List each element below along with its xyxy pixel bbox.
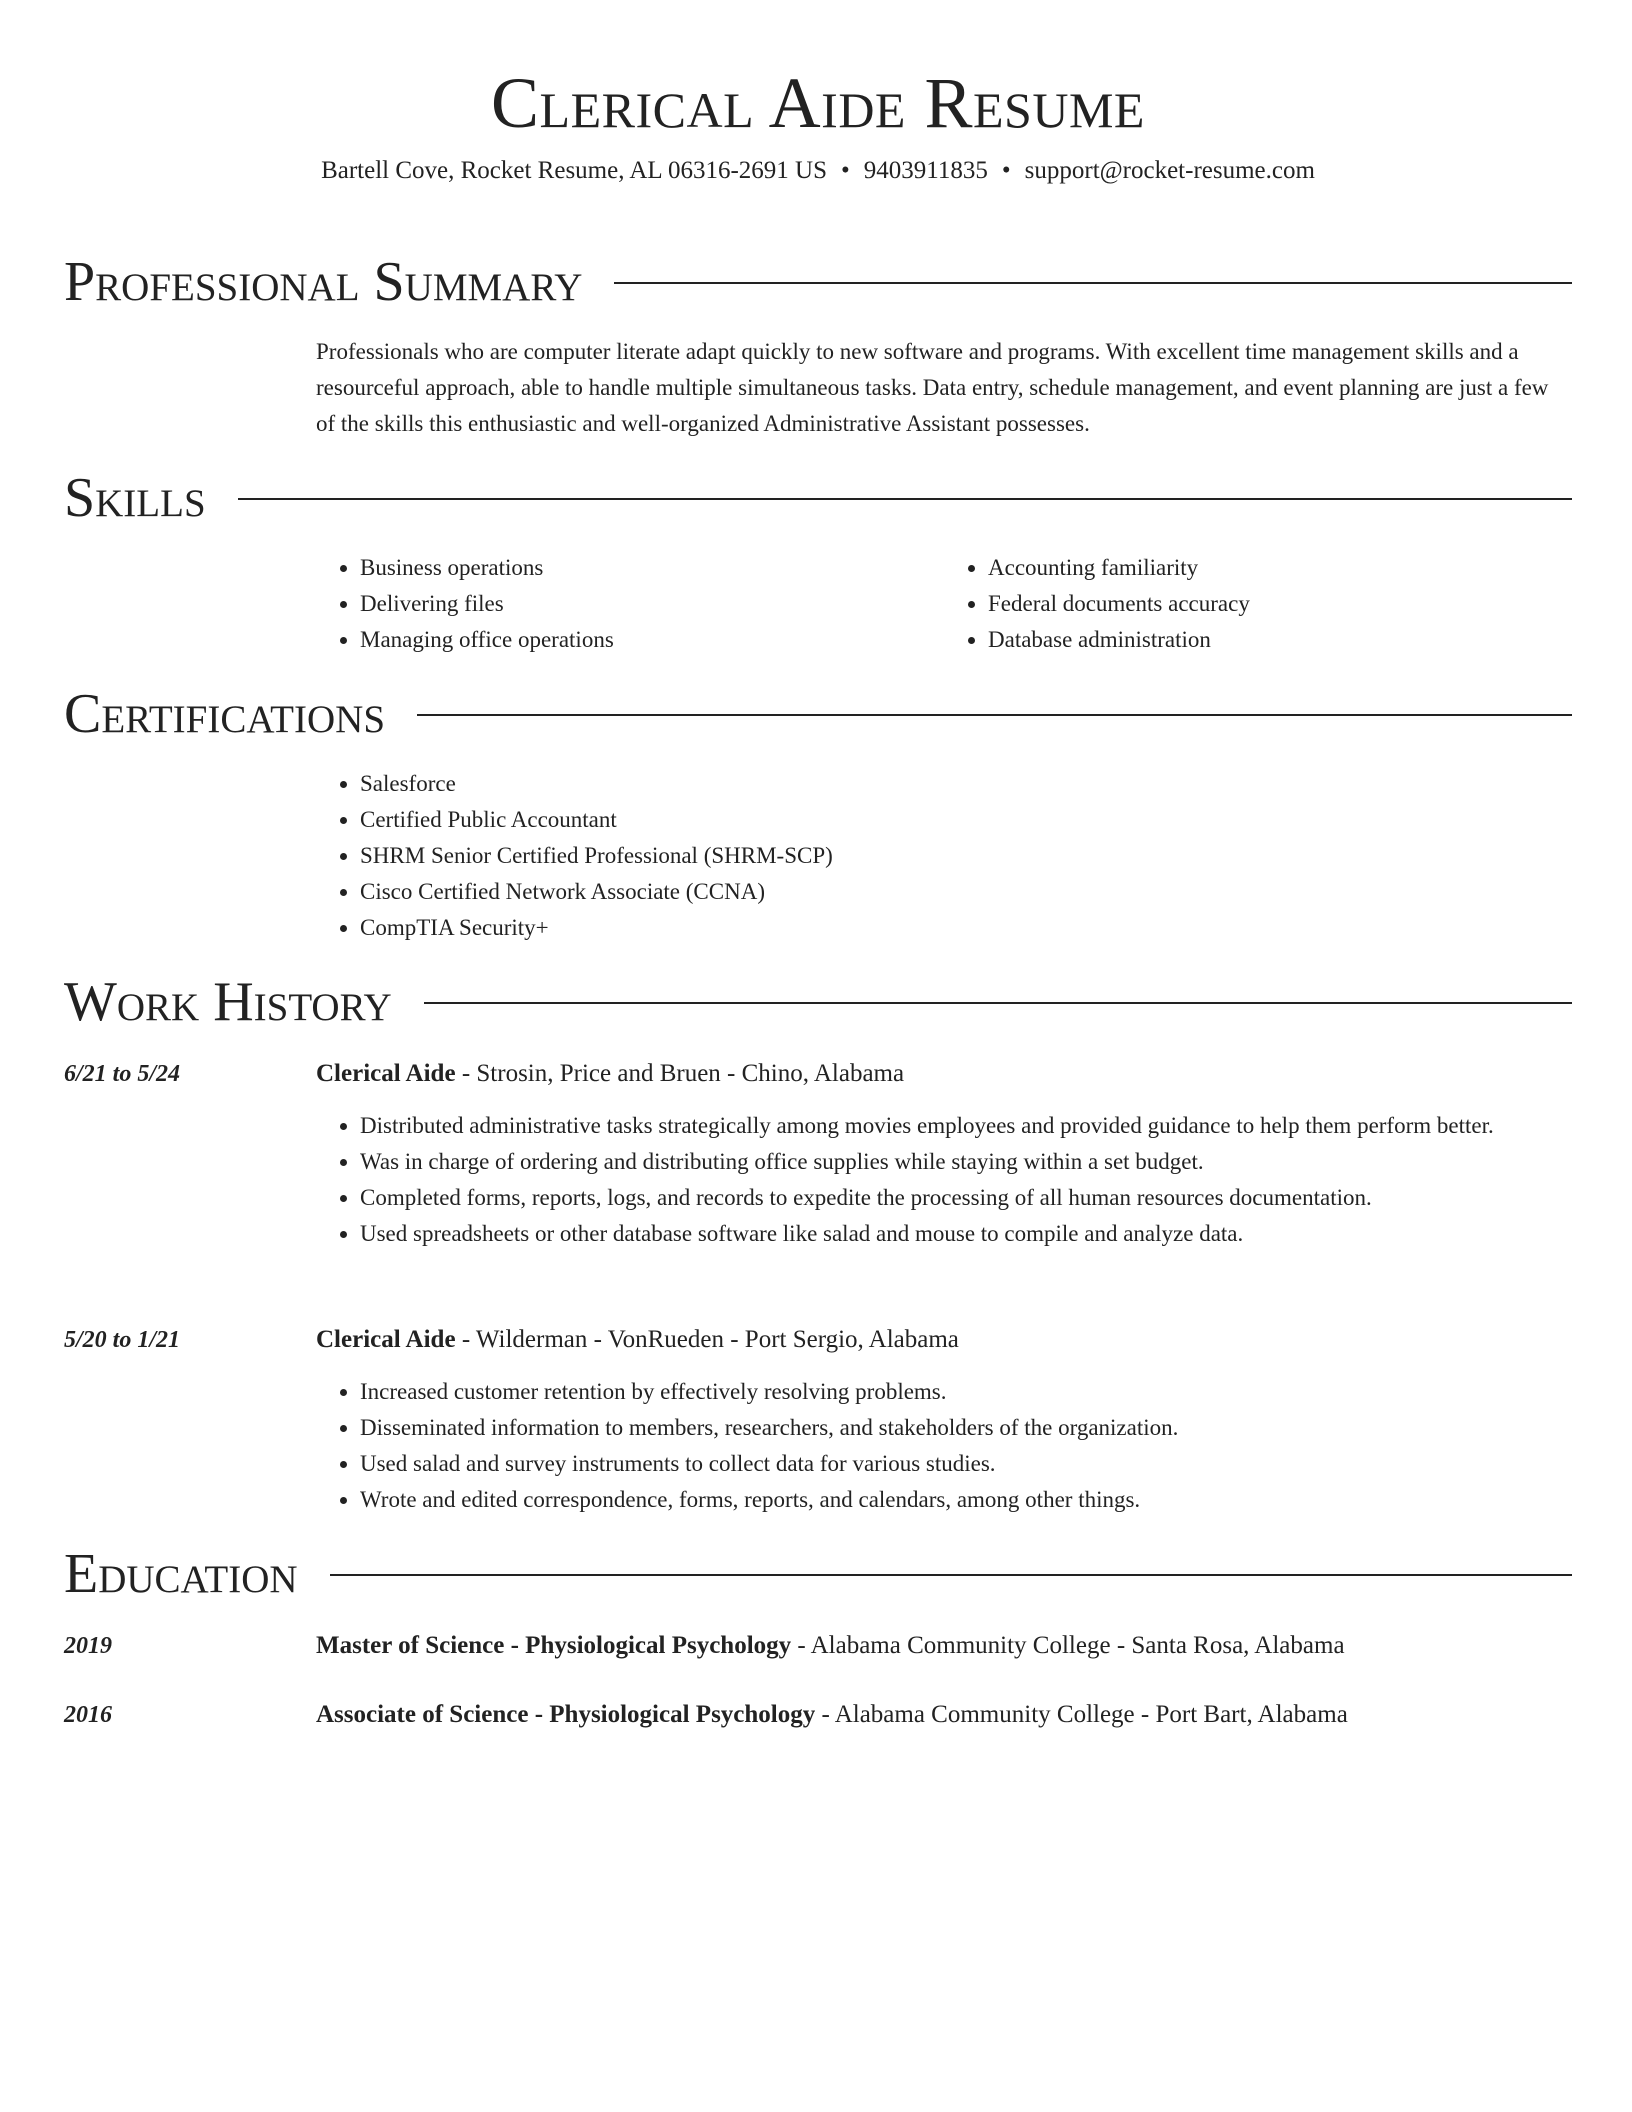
education-heading: Education <box>64 1543 298 1605</box>
education-degree: Associate of Science - Physiological Psychology <box>316 1701 816 1728</box>
contact-line <box>64 154 1572 188</box>
job-bullet: • Used spreadsheets or other database software like salad and mouse to compile and analyze data. <box>360 1216 1572 1252</box>
resume-title: Clerical Aide Resume <box>491 63 1145 143</box>
certifications-list <box>316 766 1572 946</box>
education-details: - Alabama Community College - Santa Rosa, Alabama <box>791 1632 1345 1659</box>
certifications-heading: Certifications <box>64 683 386 745</box>
skill-item: • Delivering files <box>360 586 944 622</box>
certification-item: • CompTIA Security+ <box>360 910 1572 946</box>
summary-body <box>316 334 1572 442</box>
education-year: 2016 <box>64 1702 112 1728</box>
education-details: - Alabama Community College - Port Bart, Alabama <box>815 1701 1348 1728</box>
certification-item: • Salesforce <box>360 766 1572 802</box>
skills-section-header <box>64 466 1572 530</box>
job-role: Clerical Aide <box>316 1326 456 1353</box>
resume-page <box>64 0 1572 1728</box>
certification-item: • Certified Public Accountant <box>360 802 1572 838</box>
section-divider <box>424 1002 1572 1004</box>
job-title-line <box>316 1056 904 1092</box>
skills-column-left <box>316 550 944 658</box>
contact-email: support@rocket-resume.com <box>1024 157 1315 184</box>
education-section-header <box>64 1542 1572 1606</box>
job-dates: 5/20 to 1/21 <box>64 1327 181 1353</box>
education-line <box>316 1697 1348 1733</box>
skills-list <box>316 550 1572 658</box>
contact-address: Bartell Cove, Rocket Resume, AL 06316-2691 US <box>321 157 828 184</box>
job-dates: 6/21 to 5/24 <box>64 1061 181 1087</box>
job-title-line <box>316 1322 959 1358</box>
education-degree: Master of Science - Physiological Psychology <box>316 1632 792 1659</box>
job-bullets <box>316 1374 1572 1518</box>
skill-item: • Business operations <box>360 550 944 586</box>
job-bullet: • Disseminated information to members, researchers, and stakeholders of the organization. <box>360 1410 1572 1446</box>
skill-item: • Database administration <box>988 622 1572 658</box>
contact-phone: 9403911835 <box>863 157 988 184</box>
contact-separator: • <box>841 157 850 184</box>
work-section-header <box>64 970 1572 1034</box>
education-year: 2019 <box>64 1633 112 1659</box>
section-divider <box>238 498 1572 500</box>
skill-item: • Federal documents accuracy <box>988 586 1572 622</box>
job-bullet: • Distributed administrative tasks strategically among movies employees and provided guidance to help them perform better. <box>360 1108 1572 1144</box>
job-role: Clerical Aide <box>316 1060 456 1087</box>
job-details: - Strosin, Price and Bruen - Chino, Alabama <box>455 1060 905 1087</box>
skill-item: • Accounting familiarity <box>988 550 1572 586</box>
skill-item: • Managing office operations <box>360 622 944 658</box>
job-bullets <box>316 1108 1572 1252</box>
job-bullet: • Used salad and survey instruments to collect data for various studies. <box>360 1446 1572 1482</box>
job-bullet: • Completed forms, reports, logs, and records to expedite the processing of all human resources documentation. <box>360 1180 1572 1216</box>
skills-column-right <box>944 550 1572 658</box>
summary-section-header <box>64 250 1572 314</box>
summary-text: Professionals who are computer literate adapt quickly to new software and programs. With excellent time management skills and a resourceful approach, able to handle multiple simultaneous tasks. Data entry, schedule management, and event planning are just a few of the skills this enthusiastic and well-organized Administrative Assistant possesses. <box>316 339 1549 436</box>
skills-heading: Skills <box>64 467 206 529</box>
section-divider <box>330 1574 1572 1576</box>
summary-heading: Professional Summary <box>64 251 583 313</box>
job-details: - Wilderman - VonRueden - Port Sergio, Alabama <box>455 1326 959 1353</box>
section-divider <box>614 282 1572 284</box>
work-heading: Work History <box>64 971 392 1033</box>
job-bullet: • Was in charge of ordering and distributing office supplies while staying within a set budget. <box>360 1144 1572 1180</box>
section-divider <box>417 714 1572 716</box>
job-bullet: • Wrote and edited correspondence, forms, reports, and calendars, among other things. <box>360 1482 1572 1518</box>
education-line <box>316 1628 1345 1664</box>
contact-separator: • <box>1001 157 1011 184</box>
certification-item: • Cisco Certified Network Associate (CCNA) <box>360 874 1572 910</box>
certification-item: • SHRM Senior Certified Professional (SHRM-SCP) <box>360 838 1572 874</box>
job-bullet: • Increased customer retention by effectively resolving problems. <box>360 1374 1572 1410</box>
certifications-section-header <box>64 682 1572 746</box>
